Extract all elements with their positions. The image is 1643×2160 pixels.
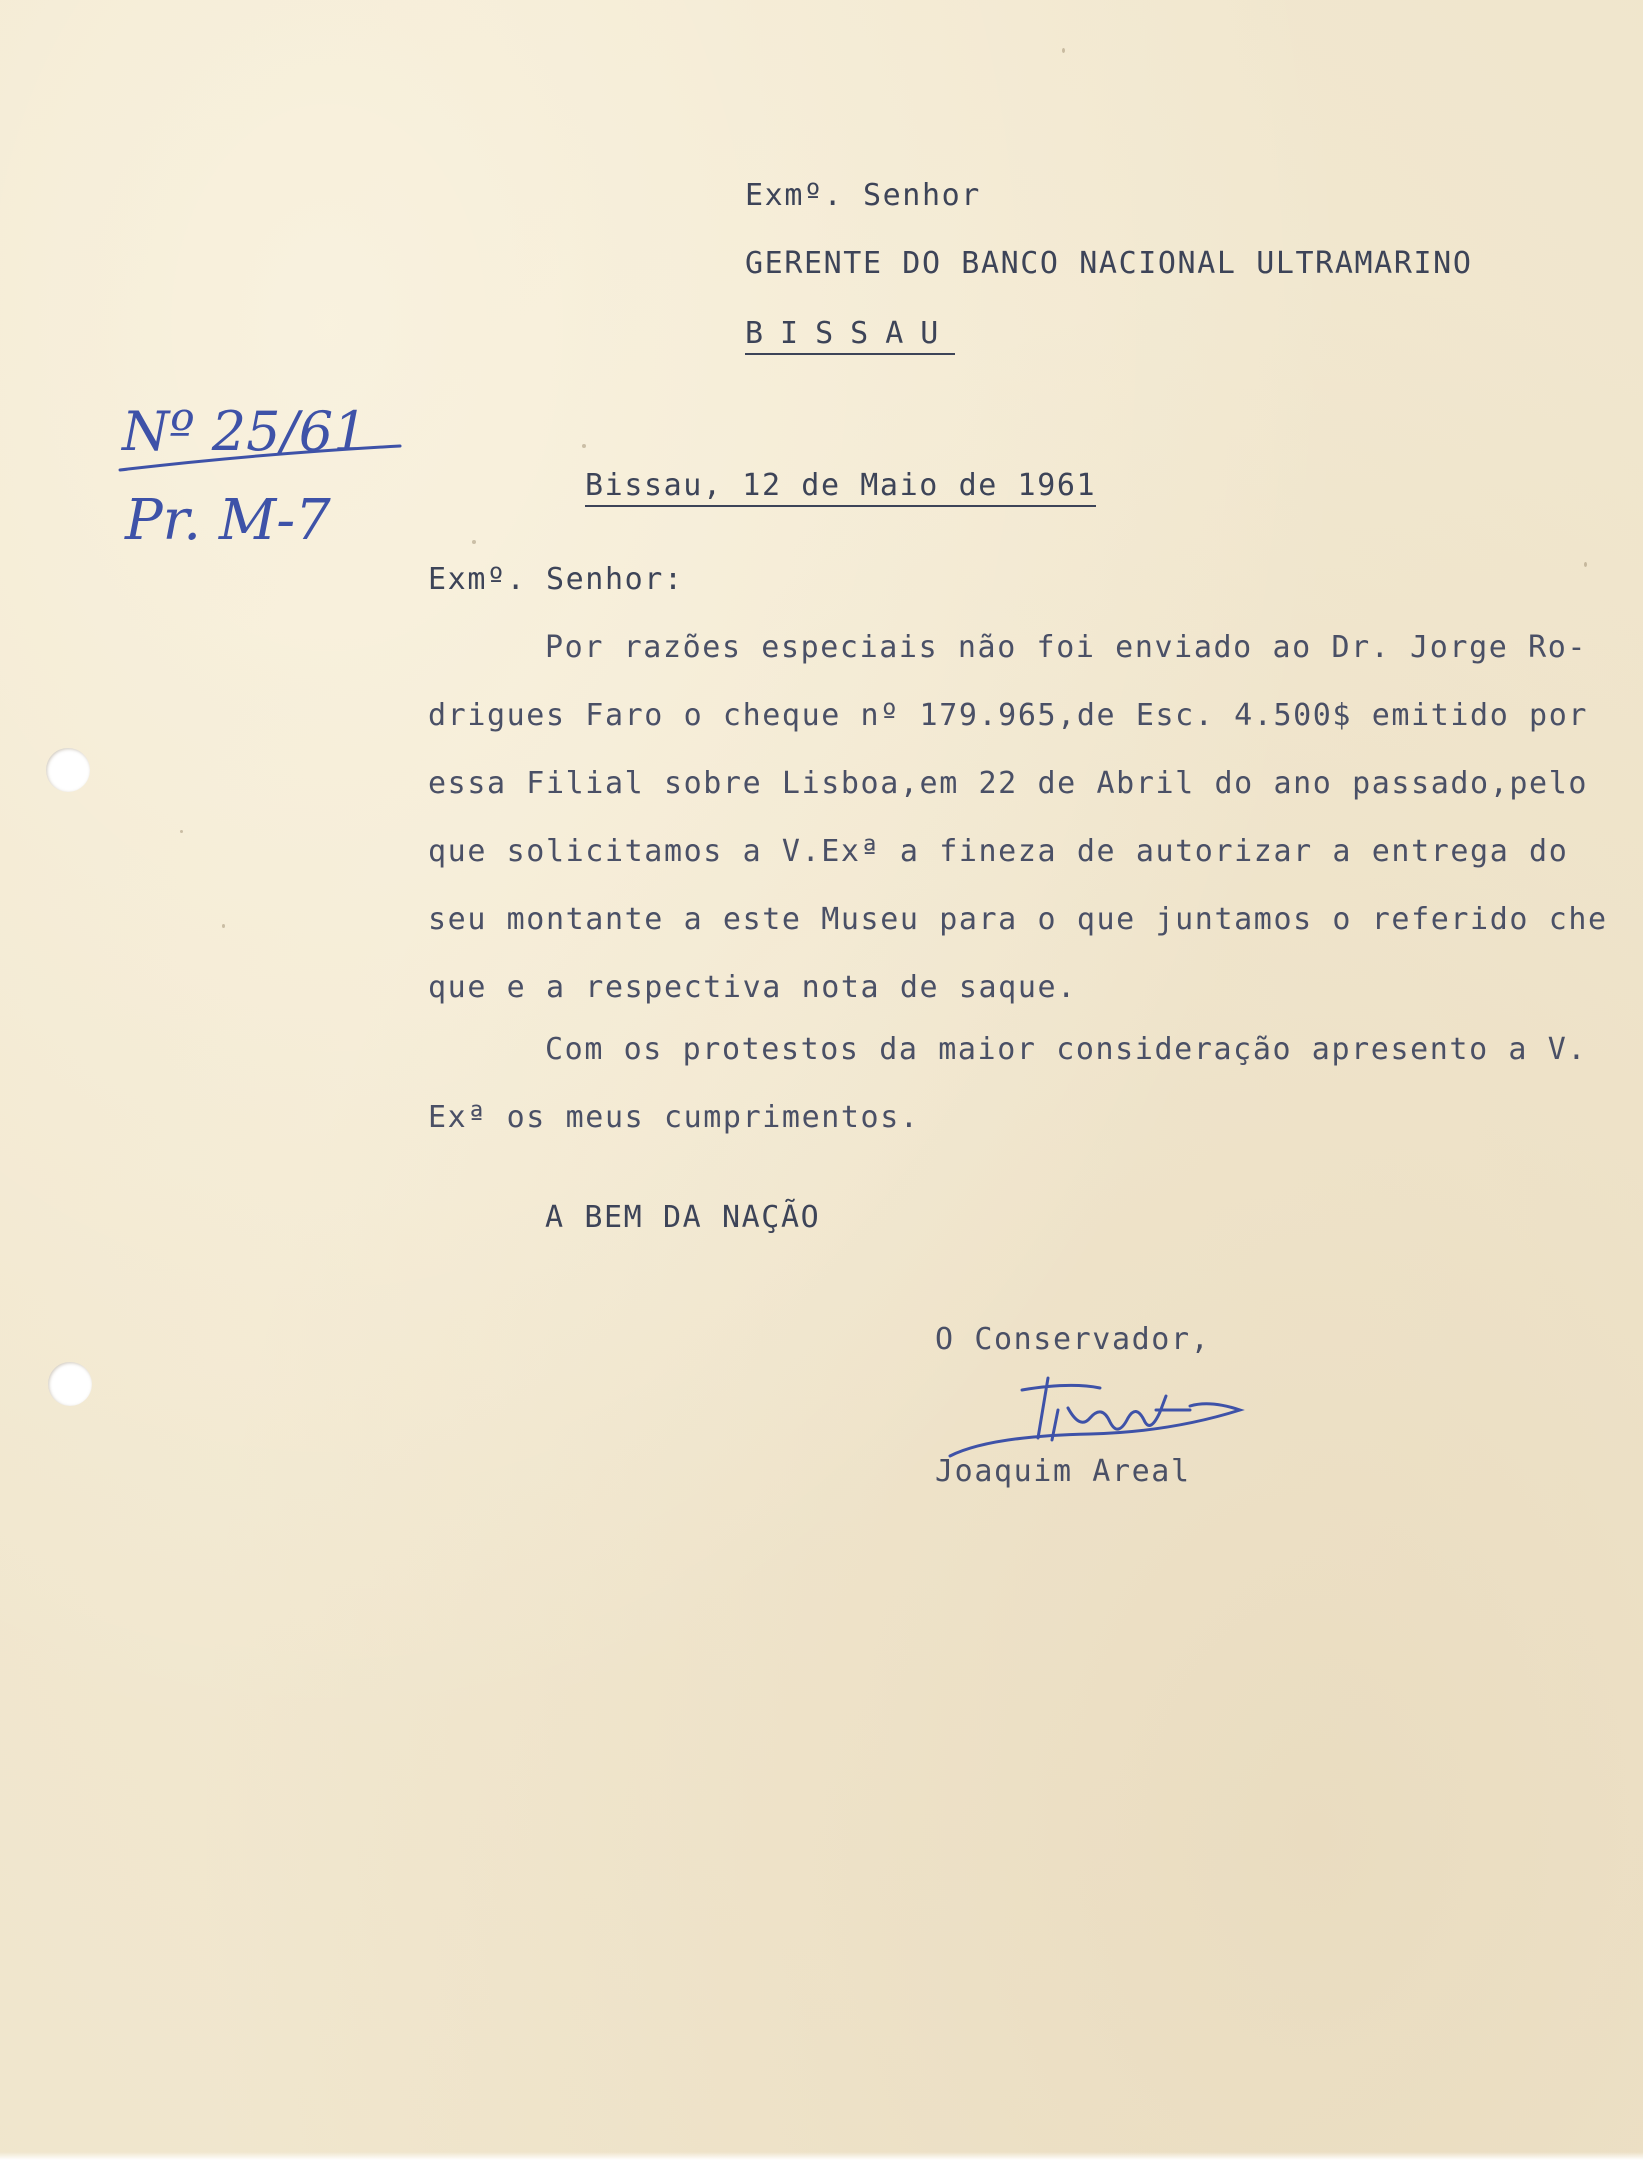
body-line-8: Exª os meus cumprimentos. <box>428 1100 920 1135</box>
addressee-title: GERENTE DO BANCO NACIONAL ULTRAMARINO <box>745 246 1473 281</box>
paper-speck <box>582 444 586 448</box>
paper-speck <box>1062 48 1065 53</box>
body-line-6: que e a respectiva nota de saque. <box>428 970 1077 1005</box>
paper-speck <box>472 540 476 544</box>
addressee-salutation: Exmº. Senhor <box>745 178 981 213</box>
letter-date: Bissau, 12 de Maio de 1961 <box>585 468 1096 507</box>
body-line-3: essa Filial sobre Lisboa,em 22 de Abril do ano passado,pelo <box>428 766 1589 801</box>
closing-motto: A BEM DA NAÇÃO <box>545 1200 821 1235</box>
paper-speck <box>222 924 225 928</box>
handwritten-reference-number: Nº 25/61 <box>122 400 368 463</box>
addressee-city: BISSAU <box>745 316 955 355</box>
handwritten-divider-line <box>115 440 405 480</box>
body-line-1: Por razões especiais não foi enviado ao Dr. Jorge Ro- <box>545 630 1588 665</box>
body-line-4: que solicitamos a V.Exª a fineza de autorizar a entrega do <box>428 834 1569 869</box>
signatory-name: Joaquim Areal <box>935 1454 1191 1489</box>
paper-speck <box>180 830 183 833</box>
body-line-7: Com os protestos da maior consideração apresento a V. <box>545 1032 1588 1067</box>
body-line-2: drigues Faro o cheque nº 179.965,de Esc. 4.500$ emitido por <box>428 698 1589 733</box>
letter-salutation: Exmº. Senhor: <box>428 562 684 597</box>
signatory-title: O Conservador, <box>935 1322 1211 1357</box>
paper-speck <box>1584 562 1587 567</box>
body-line-5: seu montante a este Museu para o que juntamos o referido che <box>428 902 1608 937</box>
handwritten-note: Pr. M-7 <box>125 488 331 553</box>
paper-bottom-edge <box>0 2152 1643 2160</box>
punch-hole-bottom <box>48 1362 92 1406</box>
punch-hole-top <box>46 748 90 792</box>
